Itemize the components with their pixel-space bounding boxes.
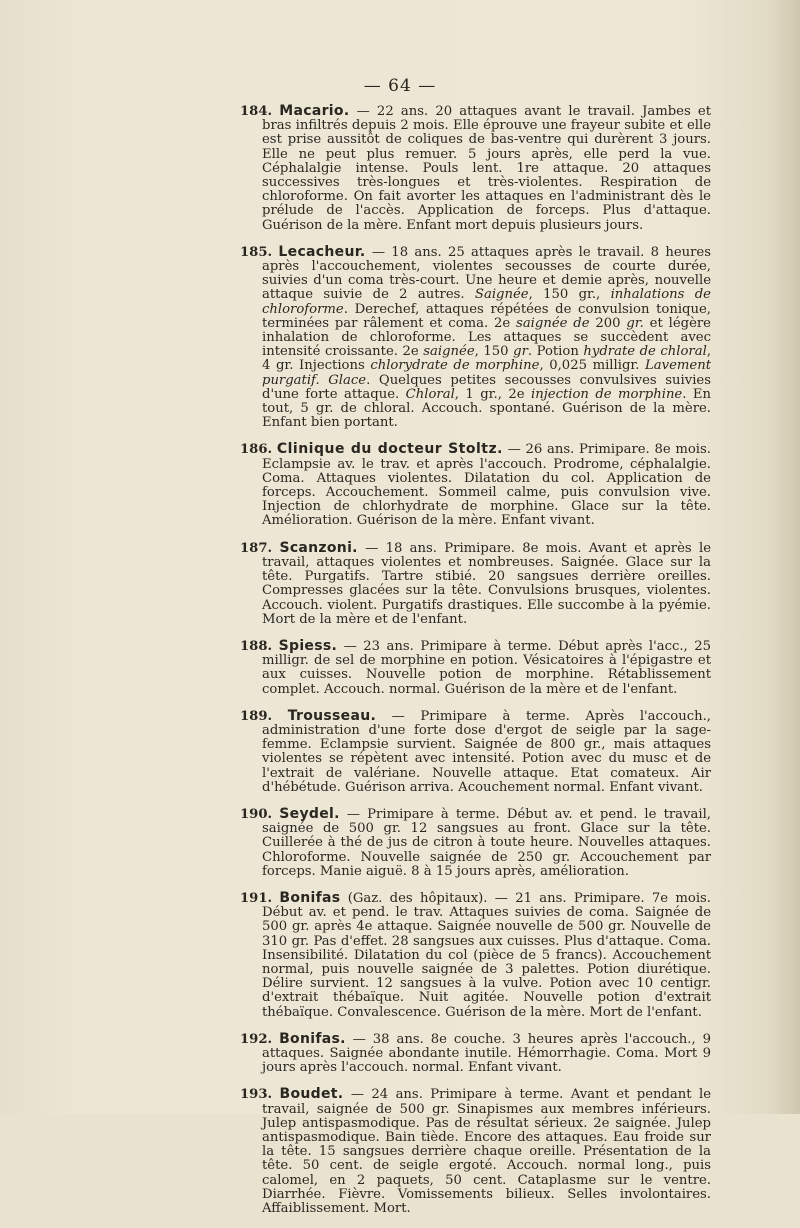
text-run-italic: saignée de	[516, 315, 590, 331]
case-entry-185	[240, 245, 711, 431]
text-run: . Quelques petites secousses convulsives suivies d'une forte attaque.	[262, 372, 711, 402]
case-number: 191.	[240, 890, 273, 906]
text-run: , 0,025 milligr.	[539, 358, 646, 374]
case-number: 184.	[240, 104, 273, 119]
text-run-italic: Chloral	[405, 386, 455, 402]
case-entry-187	[240, 541, 711, 627]
case-author: Bonifas	[279, 889, 341, 906]
text-run-italic: inhalations de chloroforme	[262, 287, 711, 317]
case-text: — 18 ans. Primipare. 8e mois. Avant et après le travail, attaques violentes et nombreuses. Saignée. Glace sur la tête. Purgatifs. Tartre stibié. 20 sangsues derrière oreilles. Compresses glacées sur la tête. Convulsions brusques, violentes. Accouch. violent. Purgatifs drastiques. Elle succombe à la pyémie. Mort de la mère et de l'enfant.	[262, 540, 712, 627]
case-text: — 26 ans. Primipare. 8e mois. Eclampsie av. le trav. et après l'accouch. Prodrome, céphalalgie. Coma. Attaques violentes. Dilatation du col. Application de forceps. Accouchement. Sommeil calme, puis convulsion vive. Injection de chlorhydrate de morphine. Glace sur la tête. Amélioration. Guérison de la mère. Enfant vivant.	[262, 442, 711, 529]
text-run: , 150 gr.,	[528, 287, 611, 303]
case-author: Trousseau.	[287, 707, 377, 724]
text-run: , 4 gr. Injections	[262, 344, 712, 374]
case-entry-186	[240, 442, 711, 528]
case-entry-184	[240, 104, 711, 233]
case-author: Boudet.	[279, 1086, 344, 1103]
case-text: — 22 ans. 20 attaques avant le travail. Jambes et bras infiltrés depuis 2 mois. Elle éprouve une frayeur subite et elle est prise aussitôt de coliques de bas-ventre qui durèrent 3 jours. Elle ne peut plus remuer. 5 jours après, elle perd la vue. Céphalalgie intense. Pouls lent. 1re attaque. 20 attaques successives très-longues et très-violentes. Respiration de chloroforme. On fait avorter les attaques en l'administrant dès le prélude de l'accès. Application de forceps. Plus d'attaque. Guérison de la mère. Enfant mort depuis plusieurs jours.	[262, 104, 711, 233]
case-author: Seydel.	[279, 805, 340, 822]
case-author: Clinique du docteur Stoltz.	[276, 441, 503, 458]
case-text: (Gaz. des hôpitaux). — 21 ans. Primipare. 7e mois. Début av. et pend. le trav. Attaques suivies de coma. Saignée de 500 gr. après 4e attaque. Saignée nouvelle de 500 gr. Nouvelle de 310 gr. Pas d'effet. 28 sangsues aux cuisses. Plus d'attaque. Coma. Insensibilité. Dilatation du col (pièce de 5 francs). Accouchement normal, puis nouvelle saignée de 3 palettes. Potion diurétique. Délire survient. 12 sangsues à la vulve. Potion avec 10 centigr. d'extrait thébaïque. Nuit agitée. Nouvelle potion d'extrait thébaïque. Convalescence. Guérison de la mère. Mort de l'enfant.	[262, 890, 711, 1020]
case-text: — 23 ans. Primipare à terme. Début après l'acc., 25 milligr. de sel de morphine en potion. Vésicatoires à l'épigastre et aux cuisses. Nouvelle potion de morphine. Rétablissement complet. Accouch. normal. Guérison de la mère et de l'enfant.	[262, 638, 712, 697]
case-list	[240, 104, 711, 1228]
case-author: Scanzoni.	[279, 539, 358, 556]
text-run: , 150	[474, 344, 514, 360]
case-number: 187.	[240, 540, 273, 556]
case-entry-190	[240, 807, 711, 879]
case-text: — Primipare à terme. Début av. et pend. le travail, saignée de 500 gr. 12 sangsues au front. Glace sur la tête. Cuillerée à thé de jus de citron à toute heure. Nouvelles attaques. Chloroforme. Nouvelle saignée de 250 gr. Accouchement par forceps. Manie aiguë. 8 à 15 jours après, amélioration.	[262, 806, 711, 879]
text-run-italic: chlorydrate de morphine	[370, 358, 540, 374]
text-run-italic: Lavement purgatif. Glace	[262, 358, 711, 388]
text-run: . Derechef, attaques répétées de convulsion tonique, terminées par râlement et coma. 2e	[262, 301, 711, 331]
case-number: 186.	[240, 442, 273, 458]
case-author: Macario.	[279, 103, 350, 119]
case-text	[262, 245, 711, 430]
case-number: 192.	[240, 1031, 273, 1047]
case-entry-192	[240, 1032, 711, 1076]
case-entry-191	[240, 891, 711, 1020]
page-number: — 64 —	[363, 76, 437, 96]
case-number: 190.	[240, 806, 273, 822]
text-run-italic: injection de morphine	[530, 386, 683, 402]
case-text: — 38 ans. 8e couche. 3 heures après l'accouch., 9 attaques. Saignée abondante inutile. Hémorrhagie. Coma. Mort 9 jours après l'accouch. normal. Enfant vivant.	[262, 1031, 711, 1076]
case-number: 188.	[240, 638, 273, 654]
case-author: Spiess.	[278, 637, 338, 654]
case-text: — Primipare à terme. Après l'accouch., administration d'une forte dose d'ergot de seigle par la sage-femme. Eclampsie survient. Saignée de 800 gr., mais attaques violentes se répètent avec intensité. Potion avec du musc et de l'extrait de valériane. Nouvelle attaque. Etat comateux. Air d'hébétude. Guérison arriva. Acouchement normal. Enfant vivant.	[262, 708, 712, 795]
text-run-italic: gr.	[626, 315, 644, 331]
case-author: Lecacheur.	[278, 243, 366, 260]
text-run: — 18 ans. 25 attaques après le travail. 8 heures après l'accouchement, violentes secousses de courte durée, suivies d'un coma très-court. Une heure et demie après, nouvelle attaque suivie de 2 autres.	[262, 244, 711, 303]
text-run: 200	[589, 315, 627, 331]
case-number: 189.	[240, 708, 273, 724]
text-run-italic: hydrate de chloral	[583, 344, 707, 360]
text-run: , 1 gr., 2e	[454, 386, 531, 402]
text-run-italic: gr	[513, 344, 528, 360]
text-run: . Potion	[527, 344, 584, 360]
case-number: 185.	[240, 244, 273, 260]
text-run-italic: Saignée	[474, 287, 529, 303]
case-number: 193.	[240, 1087, 273, 1103]
case-entry-188	[240, 639, 711, 697]
text-run: et légère inhalation de chloroforme. Les attaques se succèdent avec intensité croissante. 2e	[262, 315, 711, 360]
case-text: — 24 ans. Primipare à terme. Avant et pendant le travail, saignée de 500 gr. Sinapismes aux membres inférieurs. Julep antispasmodique. Pas de résultat sérieux. 2e saignée. Julep antispasmodique. Bain tiède. Encore des attaques. Eau froide sur la tête. 15 sangsues derrière chaque oreille. Présentation de la tête. 50 cent. de seigle ergoté. Accouch. normal long., puis calomel, en 2 paquets, 50 cent. Cataplasme sur le ventre. Diarrhée. Fièvre. Vomissements bilieux. Selles involontaires. Affaiblissement. Mort.	[262, 1087, 711, 1217]
text-run: . En tout, 5 gr. de chloral. Accouch. spontané. Guérison de la mère. Enfant bien portant.	[262, 386, 711, 431]
case-entry-189	[240, 709, 711, 795]
case-entry-193	[240, 1087, 711, 1216]
case-author: Bonifas.	[279, 1030, 346, 1047]
text-run-italic: saignée	[423, 344, 475, 360]
